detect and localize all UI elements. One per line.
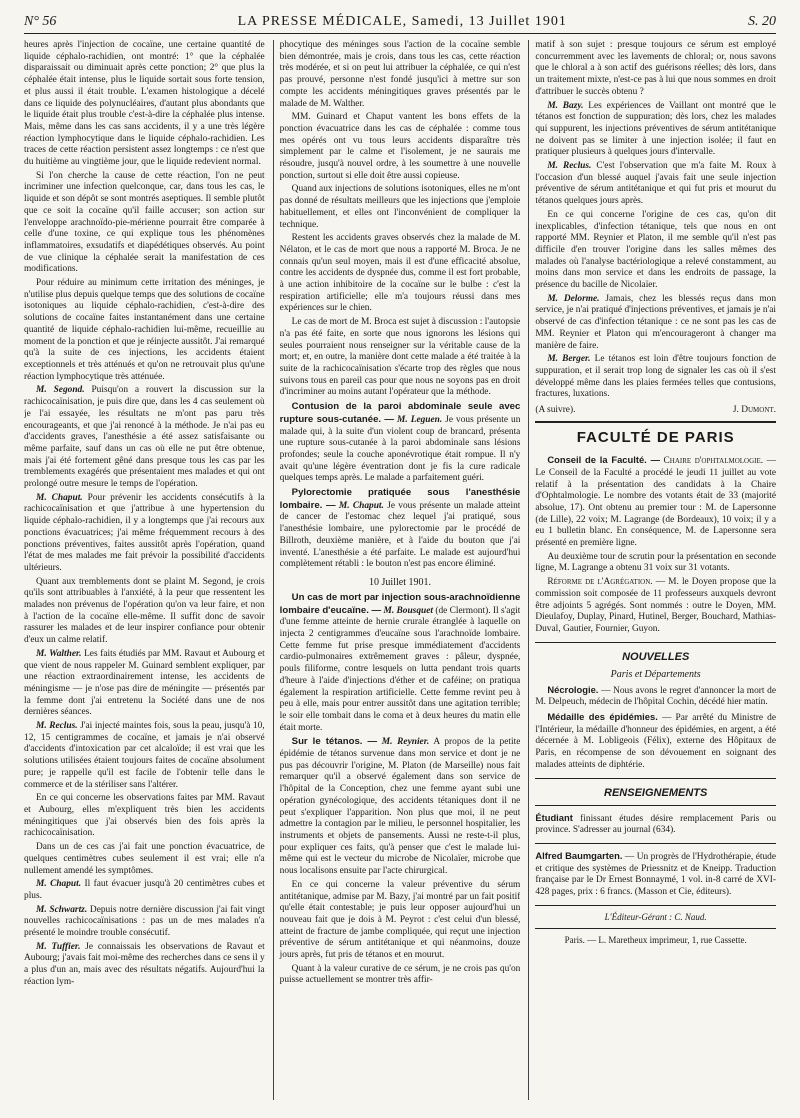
printer-line: Paris. — L. Maretheux imprimeur, 1, rue Cassette. [564, 934, 747, 945]
discussion-paragraph [24, 793, 265, 840]
section-divider [535, 805, 776, 806]
discussion-paragraph [24, 721, 265, 791]
speaker: M. Tuffier. [36, 941, 81, 952]
section-title: Contusion de la paroi abdominale seule avec rupture sous-cutanée. — [279, 401, 521, 425]
paragraph: Si l'on cherche la cause de cette réaction, l'on ne peut incriminer une infection quelconque, car, dans tous les cas, le liquide et son dépôt se sont montrés aseptiques. Il semble plutôt que ce soit la cocaïne qu'il faille accuser; son action sur l'enveloppe arachnoïdo-pie-mérienne pourrait être comparée à celle d'une toxine, ce qui explique tous les phénomènes inflammatoires, exsudatifs et diapédétiques observés. Au point de vue clinique la céphalée serait la manifestation de ces modifications. [24, 170, 265, 275]
speaker: M. Reynier. [381, 737, 430, 748]
section-divider [535, 642, 776, 643]
discussion-paragraph [24, 942, 265, 989]
discussion-paragraph [535, 161, 776, 208]
chair-label: Chaire d'ophtalmologie. [663, 456, 764, 467]
paragraph: phocytique des méninges sous l'action de la cocaïne semble bien démontrée, mais je crois, dans tous les cas, cette réaction très modérée, et si on peut lui attribuer la céphalée, ce qui n'est pas prouvé, personne n'est fondé jusqu'ici à mettre sur son compte les accidents méningitiques graves présentés par le malade de M. Walther. [279, 40, 521, 109]
discussion-paragraph [535, 40, 776, 99]
column-left [24, 40, 265, 1100]
discussion-paragraph [24, 842, 265, 877]
book-paragraph [535, 850, 776, 899]
discussion-paragraph [535, 210, 776, 292]
speaker-text: J'ai injecté maintes fois, sous la peau, jusqu'à 10, 12, 15 centigrammes de cocaïne, et jamais je n'ai observé d'accidents d'intoxication par cet alcaloïde; il est vrai que les solutions utilisées étaient toujours faites de cocaïne absolument pure; je rappelle qu'il est facile de l'obtenir telle dans le commerce et de la stériliser sans l'altérer. [24, 721, 265, 790]
paragraph: Quand aux injections de solutions isotoniques, elles ne m'ont pas donné de résultats meilleurs que les injections que j'emploie habituellement, et elles ont l'inconvénient de compliquer la technique. [279, 184, 521, 230]
lead-label: Nécrologie. [547, 683, 599, 695]
article-columns [24, 40, 776, 1100]
section-text: (de Clermont). Il s'agit d'une femme atteinte de hernie crurale étranglée à laquelle on injecta 2 centigrammes d'eucaïne sous l'arachnoïde lombaire. Cette femme fut prise presque immédiatement d'accidents cardio-pulmonaires extrêmement graves : pâleur, dyspnée, pouls filiforme, contre lesquels on lutta pendant trois quarts d'heure à l'aide d'injections d'éther et de caféine; on pratiqua également la respiration artificielle. Cette femme revint peu à peu à elle, mais pour entrer aussitôt dans une agitation terrible; le soir elle tombait dans le coma et à deux heures du matin elle était morte. [279, 605, 521, 733]
medaille-text: — Par arrêté du Ministre de l'Intérieur, la médaille d'honneur des épidémies, en argent, a été décernée à M. Lobligeois (Félix), externe des Hôpitaux de Paris, en récompense de son dévouement en soignant des malades atteints de diphtérie. [535, 713, 777, 770]
paragraph: MM. Guinard et Chaput vantent les bons effets de la ponction évacuatrice dans les cas de céphalée : comme tous mes opérés ont vu tous leurs accidents disparaître très simplement par le calme et l'isolement, je ne saurais me résoudre, jusqu'à nouvel ordre, à les soumettre à une nouvelle ponction, surtout si elle doit être aussi copieuse. [279, 112, 521, 181]
mort-section [280, 592, 521, 734]
etudiant-paragraph [535, 812, 776, 837]
necrologie-paragraph [535, 684, 776, 709]
signature-author: J. Dumont. [732, 405, 777, 416]
paragraph: Pour réduire au minimum cette irritation des méninges, je n'utilise plus depuis quelque temps que des solutions de cocaïne isotoniques au liquide céphalo-rachidien, c'est-à-dire des solutions de cocaïne faites instantanément dans une certaine quantité de liquide céphalo-rachidien lui-même, recueillie au moment de la ponction et que je réinjecte aussitôt. J'ai remarqué qu'à la suite de ces injections, les accidents étaient exceptionnels et très atténués et qu'on ne retrouvait plus qu'une réaction lymphocytique très atténuée. [24, 278, 265, 382]
discussion-paragraph [24, 879, 265, 902]
speaker: M. Chaput. [338, 500, 384, 511]
discussion-paragraph [535, 101, 776, 160]
speaker: M. Chaput. [36, 492, 83, 503]
to-be-continued: (A suivre). [535, 405, 576, 416]
speaker-text: Les faits étudiés par MM. Ravaut et Aubourg et que vient de nous rappeler M. Guinard semblent expliquer, par une réaction extraordinairement intense, les accidents de méningisme — je n'ose pas dire de méningite — présentés par la femme dont j'ai entretenu la Société dans une de nos dernières séances. [24, 648, 265, 718]
paragraph: En ce qui concerne la valeur préventive du sérum antitétanique, admise par M. Bazy, j'ai montré par un fait positif qu'elle était contestable; je puis leur opposer aujourd'hui un nouveau fait que je dois à M. Peyrot : c'est celui d'un blessé, atteint de fracture de jambe compliquée, qui reçut une injection préventive de sérum antitétanique et qui néanmoins, douze jours après, fut pris de tétanos et en mourut. [279, 879, 521, 961]
speaker: M. Schwartz. [36, 904, 88, 915]
discussion-paragraph [24, 577, 265, 647]
speaker: M. Bazy. [547, 100, 584, 111]
section-divider [535, 905, 776, 906]
section-divider [535, 778, 776, 779]
discussion-paragraph [24, 493, 265, 575]
editor-line: L'Éditeur-Gérant : C. Naud. [604, 911, 707, 922]
speaker-text: Quant aux tremblements dont se plaint M. Segond, je crois qu'ils sont attribuables à l'anxiété, à la peur que ressentent les malades non prévenus de l'opération qu'on va leur faire, et non à l'action de la cocaïne elle-même. Il suffit donc de savoir rassurer les malades et de leur inspirer confiance pour obtenir d'eux un calme relatif. [24, 576, 265, 646]
speaker-text: Les expériences de Vaillant ont montré que le tétanos est fonction de suppuration; dès lors, chez les malades qui suppurent, les injections préventives de sérum antitétanique ne doivent pas se limiter à une injection isolée; il faut en pratiquer plusieurs à quelques jours d'intervalle. [535, 100, 777, 158]
speaker-text: Dans un de ces cas j'ai fait une ponction évacuatrice, de quelques centimètres cubes seulement il est vrai; elle n'a nullement amendé les symptômes. [24, 842, 265, 876]
page-number: S. 20 [747, 14, 776, 29]
speaker: M. Leguen. [397, 414, 443, 425]
speaker-text: C'est l'observation que m'a faite M. Roux à l'occasion d'un blessé auquel j'avais fait une seule injection préventive de sérum antitétanique et qui fut pris et mourut du tétanos quelques jours après. [535, 161, 777, 207]
discussion-paragraph [535, 354, 776, 401]
discussion-paragraph [535, 294, 776, 353]
conseil-text: — Le Conseil de la Faculté a procédé le jeudi 11 juillet au vote relatif à la présentation des candidats à la Chaire d'Ophtalmologie. Le nombre des votants était de 33 (majorité absolue, 17). Ont obtenu au premier tour : M. de Lapersonne (de Lille), 22 voix; M. Lagrange (de Bordeaux), 10 voix; il y a eu 1 bulletin blanc. En conséquence, M. de Lapersonne sera présenté en première ligne. [535, 456, 777, 549]
speaker-text: Puisqu'on a rouvert la discussion sur la rachicocaïnisation, je puis dire que, dans les 4 cas seulement où je l'ai essayée, les résultats ne m'ont pas paru très encourageants, et que j'ai renoncé à la méthode. Je n'ai pas eu d'accidents graves, l'anesthésie a été assez satisfaisante ou même parfaite, sauf dans un cas où elle ne put être obtenue, mais j'ai été fortement gêné dans presque tous les cas par les tremblements exagérés que présentaient mes malades et qui ont prolongé outre mesure le temps de l'opération. [24, 385, 265, 490]
speaker: M. Reclus. [547, 161, 592, 172]
lead-label: Réforme de l'Agrégation. [547, 577, 653, 588]
article-signature [535, 405, 776, 415]
speaker-text: Depuis notre dernière discussion j'ai fait vingt nouvelles rachicocaïnisations : pas un de mes malades n'a présenté le moindre trouble consécutif. [24, 904, 265, 939]
paragraph: Restent les accidents graves observés chez la malade de M. Nélaton, et le cas de mort que nous a rapporté M. Broca. Je ne connais qu'un seul moyen, mais il est d'une efficacité absolue, contre les accidents de dyspnée dus, comme il est fort probable, à une action inhibitoire de la cocaïne sur le bulbe : c'est la respiration artificielle; elle m'a toujours réussi dans mes expériences sur le chien. [279, 233, 521, 314]
agreg-text: — M. le Doyen propose que la commission soit composée de 11 professeurs auxquels devront être adjoints 5 agrégés. Sont nommés : outre le Doyen, MM. Dieulafoy, Duplay, Pinard, Hutinel, Berger, Bouchard, Mathias-Duval, Gautier, Fournier, Guyon. [535, 577, 777, 634]
speaker-text: En ce qui concerne les observations faites par MM. Ravaut et Aubourg, elles m'expliquent très bien les accidents méningitiques que j'ai observés bien des fois après la rachicocaïnisation. [24, 793, 265, 839]
nouvelles-title: NOUVELLES [622, 650, 690, 663]
column-middle [273, 40, 521, 1100]
section-divider [535, 928, 776, 929]
section-title: Pylorectomie pratiquée sous l'anesthésie lombaire. — [279, 487, 521, 511]
paragraph: Quant à la valeur curative de ce sérum, je ne crois pas qu'on puisse actuellement se montrer très affir- [279, 963, 521, 986]
speaker: M. Reclus. [36, 721, 78, 732]
paragraph: Au deuxième tour de scrutin pour la présentation en seconde ligne, M. Lagrange a obtenu 31 voix sur 31 votants. [535, 551, 777, 574]
contusion-section [280, 401, 521, 485]
discussion-paragraph [24, 385, 265, 490]
faculty-title: FACULTÉ DE PARIS [576, 429, 735, 447]
lead-label: Étudiant [535, 811, 573, 823]
issue-number: N° 56 [24, 14, 57, 29]
paragraph: Le cas de mort de M. Broca est sujet à discussion : l'autopsie n'a pas été faite, en sorte que nous ignorons les lésions qui seules pourraient nous renseigner sur la véritable cause de la mort; et, en outre, la manière dont cette malade a été traitée à la suite de la rachicocaïnisation s'écarte trop des règles que nous suivons tous en pareil cas pour que nous ne soyons pas en droit d'incriminer au moins autant l'opérateur que la méthode. [279, 317, 521, 398]
speaker-text: Le tétanos est loin d'être toujours fonction de suppuration, et il serait trop long de signaler les cas où il s'est développé même dans les plaies fermées telles que contusions, fractures, luxations. [535, 354, 777, 400]
speaker: M. Bousquet [383, 605, 433, 616]
conseil-paragraph [535, 454, 776, 550]
speaker: M. Delorme. [547, 293, 600, 304]
section-divider [535, 421, 776, 423]
speaker-text: Je connaissais les observations de Ravaut et Aubourg; j'avais fait moi-même des recherches dans ce sens il y a plus d'un an, mais avec des résultats négatifs. Aujourd'hui la réaction lym- [24, 941, 265, 987]
paragraph: heures après l'injection de cocaïne, une certaine quantité de liquide céphalo-rachidien, ont montré: 1° que la céphalée disparaissait ou diminuait après cette ponction; 2° que plus la céphalée était intense, plus le liquide sortait sous forte tension, et plus aussi il était trouble. L'examen histologique a décelé dans ce liquide des polynucléaires, d'autant plus abondants que le liquide était plus trouble c'est-à-dire la céphalée plus intense. Mais, même dans les cas sans accidents, il y a une très légère réaction lymphocytique dans le liquide céphalo-rachidien. Les traces de cette réaction persistent assez longtemps : ce n'est que du huitième au vingtième jour, que le liquide redevient normal. [24, 40, 265, 168]
speaker-text: Pour prévenir les accidents consécutifs à la rachicocaïnisation et que j'attribue à une hypertension du liquide céphalo-rachidien, il y a longtemps que j'ai recours aux ponctions évacuatrices; j'ai même fréquemment recours à des ponctions préventives, faites aussitôt après l'opération, quand l'état de mes malades me fait prévoir la possibilité d'accidents ultérieurs. [24, 492, 265, 573]
section-title: Sur le tétanos. — [291, 736, 378, 748]
speaker-text: Jamais, chez les blessés reçus dans mon service, je n'ai pratiqué d'injections préventives, et jamais je n'ai observé de cas d'infection tétanique : ce ne sont pas les cas de MM. Reynier et Platon qui m'encourageront à changer ma manière de faire. [535, 293, 777, 351]
lead-label: Médaille des épidémies. [547, 711, 658, 723]
section-text: A propos de la petite épidémie de tétanos survenue dans mon service et dont je ne pus pas découvrir l'origine, M. Platon (de Marseille) nous fait remarquer qu'il a observé également dans son service de l'hôpital de la Conception, chez une femme ayant subi une opération gynécologique, des accidents tétaniques dont il ne peut s'expliquer l'apparition. Non plus que moi, il ne peut admettre la contagion par le milieu, le personnel hospitalier, les instruments et objets de pansements. Aussi ne reste-t-il plus, pour expliquer ces faits, qu'à penser que c'est le malade lui-même qui est le vecteur du microbe de Nicolaïer, microbe que nous localisons ensuite par l'acte chirurgical. [279, 737, 521, 877]
tetanos-section [280, 736, 521, 877]
speaker-text: Il faut évacuer jusqu'à 20 centimètres cubes et plus. [24, 879, 265, 901]
pylorectomie-section [280, 487, 521, 571]
column-right [528, 40, 776, 1100]
book-text: — Un progrès de l'Hydrothérapie, étude et critique des systèmes de Priessnitz et de Kneipp. Traduction française par le Dr Ernest Bonnaymé, 1 vol. in-8 carré de XVI-428 pages, prix : 6 francs. (Masson et Cie, éditeurs). [535, 851, 777, 898]
renseignements-title: RENSEIGNEMENTS [604, 786, 708, 799]
section-text: Je vous présente un malade qui, à la suite d'un violent coup de brancard, présenta une rupture sous-cutanée à la paroi abdominale sans lésions profondes; seule la couche aponévrotique était rompue. Il n'y avait qu'une légère éventration dont je fis la cure radicale quelques temps après. Le malade a parfaitement guéri. [279, 414, 521, 484]
speaker: M. Walther. [36, 648, 82, 659]
nouvelles-subtitle: Paris et Départements [610, 668, 701, 680]
section-divider [535, 843, 776, 844]
lead-label: Conseil de la Faculté. — [547, 454, 660, 466]
medaille-paragraph [535, 711, 776, 772]
page-header [24, 8, 776, 34]
speaker: M. Chaput. [36, 879, 82, 890]
speaker: M. Segond. [36, 385, 85, 396]
journal-title: LA PRESSE MÉDICALE, Samedi, 13 Juillet 1901 [237, 14, 567, 29]
discussion-paragraph [24, 649, 265, 719]
agregation-paragraph [535, 577, 776, 636]
speaker: M. Berger. [547, 354, 591, 365]
section-title: Un cas de mort par injection sous-arachnoïdienne lombaire d'eucaïne. — [279, 591, 521, 616]
necro-text: — Nous avons le regret d'annoncer la mort de M. Delpeuch, médecin de l'hôpital Cochin, décédé hier matin. [535, 685, 777, 708]
book-author: Alfred Baumgarten. [535, 849, 623, 861]
etudiant-text: finissant études désire remplacement Paris ou province. S'adresser au journal (634). [535, 813, 777, 836]
speaker-text: matif à son sujet : presque toujours ce sérum est employé concurremment avec les lavements de chloral; or, nous savons que le chloral a à son actif des guérisons réelles; dès lors, dans un traitement mixte, n'est-ce pas à lui que nous sommes en droit d'attribuer le succès obtenu ? [535, 40, 777, 97]
discussion-paragraph [24, 905, 265, 940]
session-date: 10 Juillet 1901. [369, 576, 431, 588]
section-text: Je vous présente un malade atteint de cancer de l'estomac chez lequel j'ai pratiqué, sous l'anesthésie lombaire, une pylorectomie par le procédé de Billroth, deuxième manière, et à l'aide du bouton que j'ai inventé. L'anesthésie a été parfaite. Le malade est aujourd'hui complètement rétabli : le bouton n'est pas encore éliminé. [279, 500, 521, 570]
speaker-text: En ce qui concerne l'origine de ces cas, qu'on dit inexplicables, d'infection tétanique, tels que nous en ont rapporté MM. Reynier et Platon, il me semble qu'il n'est pas difficile d'en trouver l'origine dans les salles mêmes des malades où l'analyse bactériologique a relevé constamment, au moins dans mon service et dans les endroits de passage, la présence du bacille de Nicolaïer. [535, 209, 777, 291]
